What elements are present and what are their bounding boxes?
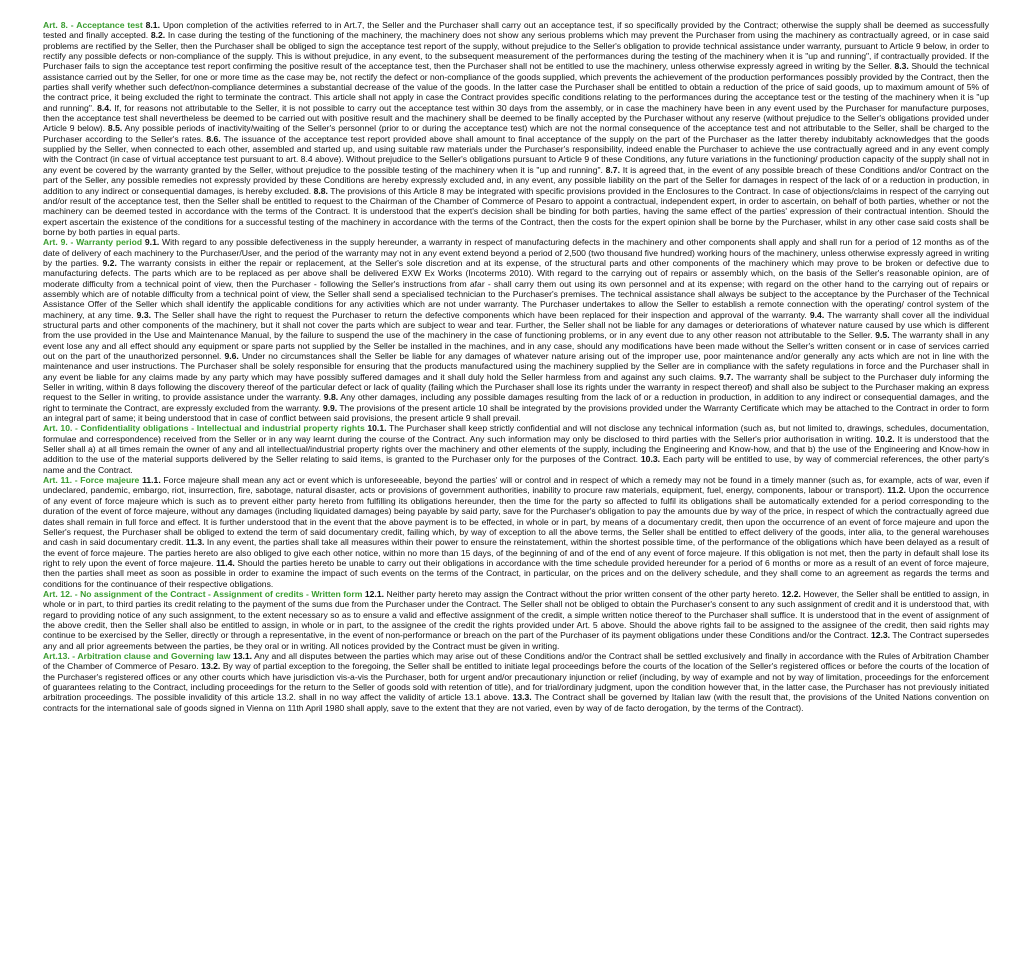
clause-text: It is agreed that, in the event of any possible breach of these Conditions and/or Contract on the part of the Seller, any possible remedies not expressly provided by these Conditions are hereby expressly excluded and, in any event, any possible liability on the part of the Seller for damages in respect of the lack of or a reduction in production, in addition to any indirect or consequential damages, is hereby excluded. <box>43 164 990 196</box>
clause-text: Should the parties hereto be unable to carry out their obligations in accordance with the time schedule provided hereunder for a period of 6 months or more as a result of an event of force majeure, then the parties shall meet as soon as possible in order to examine the impact of such events on the terms of the Contract, in particular, on the prices and on the delivery schedule, and they shall come to an agreement as regards the terms and conditions for the continuance of their respective obligations. <box>43 557 990 589</box>
clause-text: If, for reasons not attributable to the Seller, it is not possible to carry out the acceptance test within 30 days from the assembly, or in case the machinery have been in any event used by the Purchaser for manufacture purposes, then the acceptance test shall nevertheless be deemed to be carried out with positive result and the machinery shall be deemed to be finally accepted by the Purchaser without any reserve (without prejudice to the Seller's obligations provided under Article 9 below). <box>43 102 989 134</box>
clause-text: The warranty consists in either the repair or replacement, at the Seller's sole discretion and at its expense, of the structural parts and other components of the machinery which may prove to be broken or defective due to manufacturing defects. The parts which are to be replaced as per above shall be delivered EXW Ex Works (Incoterms 2010). With regard to the carrying out of repairs or assembly which, on the basis of the Seller's reasonable opinion, are of moderate difficulty from a technical point of view, then the Purchaser - following the Seller's instructions from afar - shall carry them out using its own personnel and at its expense; with regard on the other hand to the carrying out of repairs or assembly which are of notable difficulty from a technical point of view, the Seller shall send a specialised technician to the Purchaser's premises. The technical assistance shall always be subject to the acceptance by the Purchaser of the Technical Assistance Offer of the Seller which shall identify the applicable conditions for any activities which are not under warranty. The Purchaser undertakes to allow the Seller to establish a remote connection with the operating/ control system of the machinery, at any time. <box>43 257 989 320</box>
clause-text: In case during the testing of the functioning of the machinery, the machinery does not show any serious problems which may prevent the Purchaser from using the machinery as contractually agreed, or in case said problems are rectified by the Seller, then the Purchaser shall be obliged to sign the acceptance test report of the supply, without prejudice to the Seller's obligation to provide technical assistance under warranty, pursuant to Article 9 below, in order to rectify any possible defects or non-compliance of the supply. This is without prejudice, in any event, to the subsequent measurement of the performances during the testing of the machinery when it is "up and running", if contractually provided. If the Purchaser fails to sign the acceptance test report confirming the positive result of the acceptance test, then the Purchaser shall not be entitled to use the machinery, unless otherwise expressly agreed in writing by the Seller. <box>43 30 989 72</box>
clause-number: 11.3. <box>185 537 205 548</box>
clause-text: It is understood that the Seller shall a) at all times remain the owner of any and all intellectual/industrial property rights over the machinery and other elements of the supply, including the Engineering and Know-how, and that b) the use of the Engineering and Know-how in addition to the use of the material supports delivered by the Seller relating to said items, is granted to the Purchaser only for the purposes of the Contract. <box>43 433 989 465</box>
article-title: Art. 12. - No assignment of the Contract - Assignment of credits - Written form <box>43 588 363 599</box>
clause-number: 9.6. <box>224 351 239 361</box>
clause-text: However, the Seller shall be entitled to assign, in whole or in part, to third parties its credit relating to the payment of the sums due from the Purchaser under the Contract. The Seller shall not be obliged to obtain the Purchaser's consent to any such assignment of credit and it is understood that, with regard to providing notice of any such assignment, to the extent necessary so as to ensure a valid and effective assignment of the credit, a simple written notice thereof to the Purchaser shall suffice. It is understood that in the event of assignment of the above credit, then the Seller shall also be entitled to assign, in whole or in part, to the assignee of the credit the rights provided under Art. 5 above. Should the above rights fail to be assigned to the assignee of the credit, then said rights may continue to be exercised by the Seller, directly or through a representative, in the event of non-performance or breach on the part of the Purchaser of its payment obligations under these Conditions and/or the Contract. <box>43 588 990 641</box>
clause-text: The Purchaser shall keep strictly confidential and will not disclose any technical information (such as, but not limited to, drawings, schedules, documentation, formulae and correspondence) received from the Seller or in any way learnt during the course of the Contract. Any such information may only be disclosed to third parties with the Seller's prior authorisation in writing. <box>43 423 990 444</box>
clause-number: 13.2. <box>201 661 221 672</box>
clause-number: 9.9. <box>322 402 338 413</box>
clause-number: 8.1. <box>145 20 160 30</box>
clause-text: Force majeure shall mean any act or event which is unforeseeable, beyond the parties' will or control and in respect of which a remedy may not be found in a timely manner (such as, for example, acts of war, even if undeclared, pandemic, embargo, riot, insurrection, fire, sabotage, natural disaster, acts or provisions of government authorities, inability to procure raw materials, equipment, fuel, energy, components, labour or transport). <box>43 475 989 496</box>
clause-number: 10.2. <box>875 433 895 444</box>
clause-text: The Contract shall be governed by Italian law (with the result that, the provisions of the United Nations convention on contracts for the international sale of goods signed in Vienna on 11th April 1980 shall apply, save to the extent that they are not varied, even by way of de facto derogation, by the terms of the Contract). <box>43 692 989 713</box>
clause-number: 8.7. <box>605 164 620 175</box>
clause-text: The warranty shall be subject to the Purchaser duly informing the Seller in writing, within 8 days following the discovery thereof of the particular defect or lack of quality (failing which the Purchaser shall lose its rights under the warranty in respect thereof) and shall also be subject to the Purchaser making an express request to the Seller in writing, to provide assistance under the warranty. <box>43 371 990 403</box>
clause-number: 11.4. <box>216 557 235 568</box>
clause-number: 9.3. <box>136 309 151 320</box>
clause-text: By way of partial exception to the foregoing, the Seller shall be entitled to initiate legal proceedings before the courts of the location of the Seller's registered offices or before the courts of the location of the Purchaser's registered offices or any other courts which have jurisdiction vis-a-vis the Purchaser, both for urgent and/or precautionary injunction or relief (including, by way of example and not by way of limitation, proceedings for the enforcement of guarantees relating to the Contract, including proceedings for the return to the Seller of goods sold with retention of title), and for trial/ordinary judgment, upon the condition however that, in the latter case, the Purchaser has not previously initiated arbitration proceedings. The possible invalidity of this article 13.2. shall in no way affect the validity of article 13.1 above. <box>43 661 989 703</box>
clause-number: 9.7. <box>719 371 734 382</box>
clause-text: In any event, the parties shall take all measures within their power to ensure the reinstatement, within the shortest possible time, of the performance of the obligations which have been delayed as a result of the event of force majeure. The parties hereto are also obliged to give each other notice, within no more than 15 days, of the beginning of and of the end of any event of force majeure. If this obligation is not met, then the party in default shall lose its right to rely upon the event of force majeure. <box>43 537 989 568</box>
clause-number: 13.1. <box>232 650 253 661</box>
article-12 <box>43 589 989 651</box>
clause-text: Any and all disputes between the parties which may arise out of these Conditions and/or the Contract shall be settled exclusively and finally in accordance with the Rules of Arbitration Chamber of the Chamber of Commerce of Pesaro. <box>43 650 990 672</box>
clause-text: Under no circumstances shall the Seller be liable for any damages of whatever nature arising out of the improper use, poor maintenance and/or generally any acts which are not in line with the maintenance and user instructions. The Purchaser shall be solely responsible for ensuring that the products manufactured using the machinery supplied by the Seller are in compliance with the safety regulations in force and the Purchaser shall in any event be liable for any claims made by any party which may have possibly suffered damages and it shall duly hold the Seller harmless from and against any such claims. <box>43 351 989 382</box>
document-page <box>43 20 989 713</box>
article-11 <box>43 475 989 589</box>
clause-number: 8.4. <box>97 102 112 113</box>
article-10 <box>43 423 989 475</box>
clause-number: 9.2. <box>102 257 117 268</box>
clause-number: 8.8. <box>313 185 328 196</box>
clause-number: 8.6. <box>206 133 221 144</box>
clause-text: The warranty shall in any event lose any and all effect should any equipment or spare parts not supplied by the Seller be installed in the machines, and in any case, should any modifications have been made without the Seller's written consent or in case of services carried out on the part of the unauthorized personnel. <box>43 330 989 361</box>
clause-number: 12.3. <box>870 630 891 641</box>
clause-text: Each party will be entitled to use, by way of commercial references, the other party's name and the Contract. <box>43 454 989 475</box>
clause-text: The provisions of the present article 10 shall be integrated by the provisions provided under the Warranty Certificate which may be attached to the Contract in order to form an integral part of same; it being understood that in case of conflict between said provisions, the present article 9 shall prevail. <box>43 402 989 424</box>
clause-text: Upon the occurrence of any event of force majeure which is such as to prevent either party hereto from fulfilling its obligations hereunder, then the time for the party so affected to fulfil its obligations shall be automatically extended for a period corresponding to the duration of the event of force majeure, without any damages (including liquidated damages) being payable by said party, save for the Purchaser's obligation to pay the amounts due by way of the price, in respect of which the contractually agreed due dates shall remain in full force and effect. It is further understood that in the event that the above payment is to be effected, in whole or in part, by means of a documentary credit, then upon the occurrence of an event of force majeure and upon the Seller's request, the Purchaser shall be obliged to extend the term of said documentary credit, failing which, by way of exception to all the above terms, the Seller shall be entitled to effect delivery of the goods, inter alia, to the general warehouses and cash in said documentary credit. <box>43 485 989 548</box>
clause-number: 8.5. <box>107 123 123 134</box>
clause-number: 8.3. <box>894 61 909 72</box>
article-13 <box>43 651 989 713</box>
clause-text: The Seller shall have the right to request the Purchaser to return the defective components which have been replaced for their inspection and approval of the warranty. <box>151 309 810 320</box>
clause-text: The Contract supersedes any and all prior agreements between the parties, be they oral or in writing. All notices provided by the Contract must be given in writing. <box>43 630 989 651</box>
article-8 <box>43 20 989 237</box>
article-title: Art. 9. - Warranty period <box>43 237 143 248</box>
clause-number: 8.2. <box>150 30 166 41</box>
clause-text: Any other damages, including any possible damages resulting from the lack of or a reduction in production, in addition to any indirect or consequential damages, and the right to terminate the Contract, are expressly excluded from the warranty. <box>43 392 989 413</box>
clause-text: Upon completion of the activities referred to in Art.7, the Seller and the Purchaser shall carry out an acceptance test, if so specifically provided by the Contract; otherwise the supply shall be deemed as successfully tested and finally accepted. <box>43 20 990 41</box>
article-9 <box>43 237 989 423</box>
clause-number: 10.1. <box>367 423 387 434</box>
clause-number: 12.1. <box>364 588 384 599</box>
clause-number: 10.3. <box>640 454 661 465</box>
clause-number: 9.4. <box>809 309 825 320</box>
clause-number: 11.1. <box>142 475 161 486</box>
clause-text: Should the technical assistance carried out by the Seller, for one or more time as the case may be, not rectify the defect or non-compliance of the goods supplied, which prevents the achievement of the production performances possibly provided by the Contract, then the parties shall verify whether such defect/non-compliance determines a substantial decrease of the value of the goods. In the latter case the Purchaser shall be entitled to obtain a reduction of the price of said goods, up to maximum amount of 5% of the contract price, it being excluded the right to terminate the contract. This article shall not apply in case the Contract provides specific conditions relating to the performances during the acceptance test or the testing of the machinery when it is "up and running". <box>43 61 989 113</box>
clause-text: Neither party hereto may assign the Contract without the prior written consent of the other party hereto. <box>384 588 782 599</box>
clause-number: 13.3. <box>512 692 532 703</box>
clause-number: 9.8. <box>323 392 339 403</box>
clause-text: Any possible periods of inactivity/waiting of the Seller's personnel (prior to or during the acceptance test) which are not the normal consequence of the acceptance test and not attributable to the Seller, shall be charged to the Purchaser according to the Seller's rates. <box>43 123 989 144</box>
clause-number: 11.2. <box>887 485 906 496</box>
article-title: Art. 10. - Confidentiality obligations - Intellectual and industrial property rights <box>43 423 365 434</box>
clause-number: 12.2. <box>781 588 801 599</box>
article-title: Art. 11. - Force majeure <box>43 475 140 486</box>
article-title: Art.13. - Arbitration clause and Governing law <box>43 650 231 661</box>
clause-text: The issuance of the acceptance test report provided above shall amount to final acceptance of the supply on the part of the Purchaser as the latter thereby indubitably acknowledges that the goods supplied by the Seller, when connected to each other, assembled and started up, and using suitable raw materials under the Purchaser's responsibility, indeed enable the Purchaser to achieve the use contractually agreed and in any event comply with the Contract (in case of virtual acceptance test pursuant to art. 8.4 above). Without prejudice to the Seller's obligations pursuant to Article 9 of these Conditions, any future variations in the functioning/ production capacity of the supply shall not in any event be covered by the warranty granted by the Seller, without prejudice to the possible testing of the machinery when it is "up and running". <box>43 133 989 175</box>
clause-number: 9.5. <box>875 330 890 341</box>
clause-number: 9.1. <box>144 237 160 248</box>
clause-text: The provisions of this Article 8 may be integrated with specific provisions provided in the Enclosures to the Contract. In case of objections/claims in respect of the carrying out and/or result of the acceptance test, then the Seller shall be entitled to request to the Chairman of the Chamber of Commerce of Pesaro to appoint a contractual, independent expert, in order to ascertain, on behalf of both parties, whether or not the machinery can be deemed tested in accordance with the terms of the Contract. It is understood that the expert's decision shall be binding for both parties, having the same effect of the parties' expression of their contractual intention. Should the expert ascertain the existence of the conditions for a successful testing of the machinery in accordance with the terms of the Contract, then the costs for the expert opinion shall be borne by the Purchaser, whilst in any other case said costs shall be borne by both parties in equal parts. <box>43 185 989 237</box>
clause-text: With regard to any possible defectiveness in the supply hereunder, a warranty in respect of manufacturing defects in the machinery and other components shall apply and shall run for a period of 12 months as of the date of delivery of each machinery to the Purchaser/User, and the period of the warranty may not in any event extend beyond a period of 2,500 (two thousand five hundred) working hours of the machinery, unless otherwise expressly agreed in writing by the parties. <box>43 237 989 268</box>
clause-text: The warranty shall cover all the individual structural parts and other components of the machinery, but it shall not cover the parts which are subject to wear and tear. Further, the Seller shall not be liable for any damages or deteriorations of whatever nature caused by use which is different from the use provided in the Use and Maintenance Manual, by the failure to suspend the use of the machinery in the case of functioning problems, or in any event due to any other reason not attributable to the Seller. <box>43 309 989 341</box>
article-title: Art. 8. - Acceptance test <box>43 20 143 30</box>
